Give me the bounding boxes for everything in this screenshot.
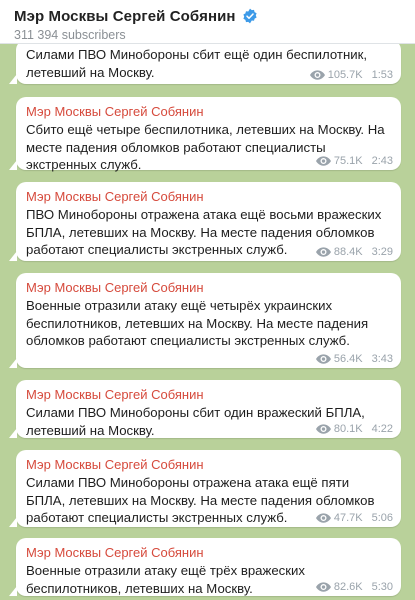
- message-text: Сбито ещё четыре беспилотника, летевших на Москву. На месте падения обломков работают специалисты экстренных служб.: [26, 122, 385, 172]
- sender-name[interactable]: Мэр Москвы Сергей Собянин: [26, 545, 204, 560]
- bubble-tail: [9, 74, 17, 84]
- message-text: Военные отразили атаку ещё четырёх украинских беспилотников, летевших на Москву. На месте падения обломков работают специалисты экстренных служб.: [26, 298, 369, 348]
- eye-icon: [316, 156, 331, 166]
- sender-name[interactable]: Мэр Москвы Сергей Собянин: [26, 387, 204, 402]
- sender-name[interactable]: Мэр Москвы Сергей Собянин: [26, 457, 204, 472]
- channel-title[interactable]: Мэр Москвы Сергей Собянин: [14, 7, 236, 25]
- message-bubble[interactable]: [16, 450, 401, 527]
- bubble-tail: [9, 517, 17, 527]
- message-text: Военные отразили атаку ещё трёх вражеских беспилотников, летевших на Москву.: [26, 563, 305, 596]
- message-meta: [310, 69, 393, 81]
- eye-icon: [316, 424, 331, 434]
- message-text: Силами ПВО Минобороны отражена атака ещё пяти БПЛА, летевших на Москву. На месте падения обломков работают специалисты экстренных служб.: [26, 475, 375, 525]
- message-time: 3:43: [371, 353, 393, 365]
- eye-icon: [316, 247, 331, 257]
- message-text: Силами ПВО Минобороны сбит ещё один беспилотник, летевший на Москву.: [26, 47, 368, 80]
- message-meta: [316, 353, 393, 365]
- message-bubble[interactable]: [16, 182, 401, 261]
- view-count: 56.4K: [333, 353, 363, 365]
- message-meta: [316, 581, 393, 593]
- view-count: 88.4K: [333, 246, 363, 258]
- bubble-tail: [9, 428, 17, 438]
- message-feed[interactable]: [0, 44, 415, 600]
- view-count: 75.1K: [333, 155, 363, 167]
- message-bubble[interactable]: [16, 97, 401, 170]
- message-bubble[interactable]: [16, 538, 401, 596]
- view-count: 47.7K: [333, 512, 363, 524]
- bubble-tail: [9, 586, 17, 596]
- bubble-tail: [9, 251, 17, 261]
- subscriber-count: 311 394 subscribers: [14, 28, 126, 42]
- message-text: ПВО Минобороны отражена атака ещё восьми вражеских БПЛА, летевших на Москву. На месте падения обломков работают специалисты экстренных служб.: [26, 207, 382, 257]
- message-time: 5:06: [371, 512, 393, 524]
- eye-icon: [316, 582, 331, 592]
- view-count: 82.6K: [333, 581, 363, 593]
- message-text: Силами ПВО Минобороны сбит один вражеский БПЛА, летевший на Москву.: [26, 405, 365, 438]
- message-time: 3:29: [371, 246, 393, 258]
- sender-name[interactable]: Мэр Москвы Сергей Собянин: [26, 280, 204, 295]
- sender-name[interactable]: Мэр Москвы Сергей Собянин: [26, 104, 204, 119]
- message-meta: [316, 155, 393, 167]
- eye-icon: [310, 70, 325, 80]
- message-time: 5:30: [371, 581, 393, 593]
- message-time: 4:22: [371, 423, 393, 435]
- message-time: 1:53: [371, 69, 393, 81]
- message-bubble[interactable]: [16, 44, 401, 84]
- message-meta: [316, 512, 393, 524]
- title-row: [14, 6, 415, 26]
- message-bubble[interactable]: [16, 380, 401, 438]
- eye-icon: [316, 354, 331, 364]
- bubble-tail: [9, 358, 17, 368]
- sender-name[interactable]: Мэр Москвы Сергей Собянин: [26, 189, 204, 204]
- view-count: 105.7K: [327, 69, 363, 81]
- message-bubble[interactable]: [16, 273, 401, 368]
- message-time: 2:43: [371, 155, 393, 167]
- verified-icon: [242, 8, 258, 24]
- message-meta: [316, 246, 393, 258]
- bubble-tail: [9, 160, 17, 170]
- view-count: 80.1K: [333, 423, 363, 435]
- message-meta: [316, 423, 393, 435]
- channel-header[interactable]: [0, 0, 415, 44]
- eye-icon: [316, 513, 331, 523]
